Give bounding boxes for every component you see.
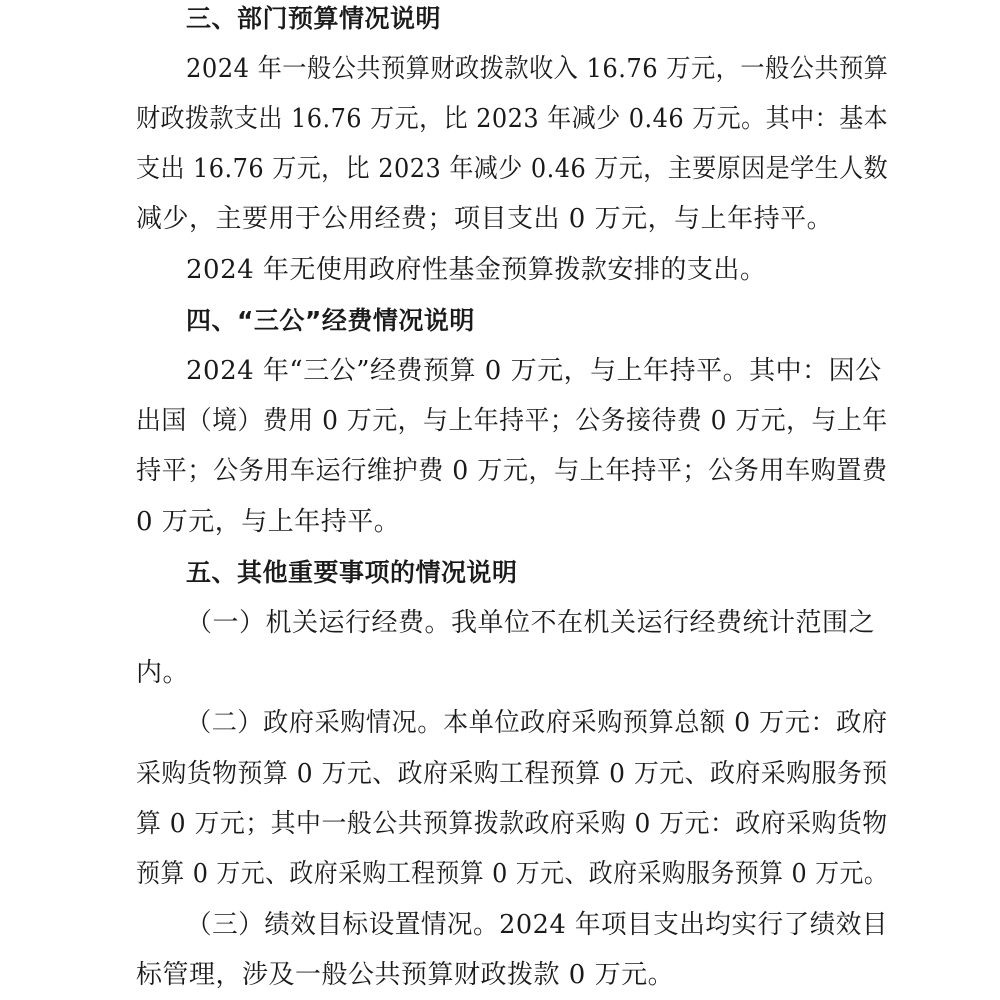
paragraph-line: 内。 — [136, 658, 190, 688]
paragraph-line: 财政拨款支出 16.76 万元，比 2023 年减少 0.46 万元。其中：基本 — [136, 104, 889, 134]
paragraph-line: 0 万元，与上年持平。 — [136, 507, 401, 537]
section-heading-budget: 三、部门预算情况说明 — [186, 4, 442, 33]
section-heading-three-public: 四、“三公”经费情况说明 — [186, 306, 475, 335]
paragraph-line: （二）政府采购情况。本单位政府采购预算总额 0 万元：政府 — [186, 708, 888, 738]
paragraph-line: 标管理，涉及一般公共预算财政拨款 0 万元。 — [136, 960, 675, 990]
paragraph-line: 减少，主要用于公用经费；项目支出 0 万元，与上年持平。 — [136, 204, 834, 234]
paragraph-line: 2024 年一般公共预算财政拨款收入 16.76 万元，一般公共预算 — [186, 54, 889, 84]
paragraph-line: 2024 年无使用政府性基金预算拨款安排的支出。 — [186, 255, 767, 285]
paragraph-line: 2024 年“三公”经费预算 0 万元，与上年持平。其中：因公 — [186, 356, 882, 386]
paragraph-line: 出国（境）费用 0 万元，与上年持平；公务接待费 0 万元，与上年 — [136, 406, 888, 436]
paragraph-line: 采购货物预算 0 万元、政府采购工程预算 0 万元、政府采购服务预 — [136, 759, 888, 789]
paragraph-line: （一）机关运行经费。我单位不在机关运行经费统计范围之 — [186, 608, 876, 638]
paragraph-line: 支出 16.76 万元，比 2023 年减少 0.46 万元，主要原因是学生人数 — [136, 154, 889, 184]
section-heading-other: 五、其他重要事项的情况说明 — [186, 558, 518, 587]
paragraph-line: 算 0 万元；其中一般公共预算拨款政府采购 0 万元：政府采购货物 — [136, 809, 888, 839]
paragraph-line: 持平；公务用车运行维护费 0 万元，与上年持平；公务用车购置费 — [136, 456, 888, 486]
paragraph-line: （三）绩效目标设置情况。2024 年项目支出均实行了绩效目 — [186, 910, 888, 940]
paragraph-line: 预算 0 万元、政府采购工程预算 0 万元、政府采购服务预算 0 万元。 — [136, 859, 889, 889]
